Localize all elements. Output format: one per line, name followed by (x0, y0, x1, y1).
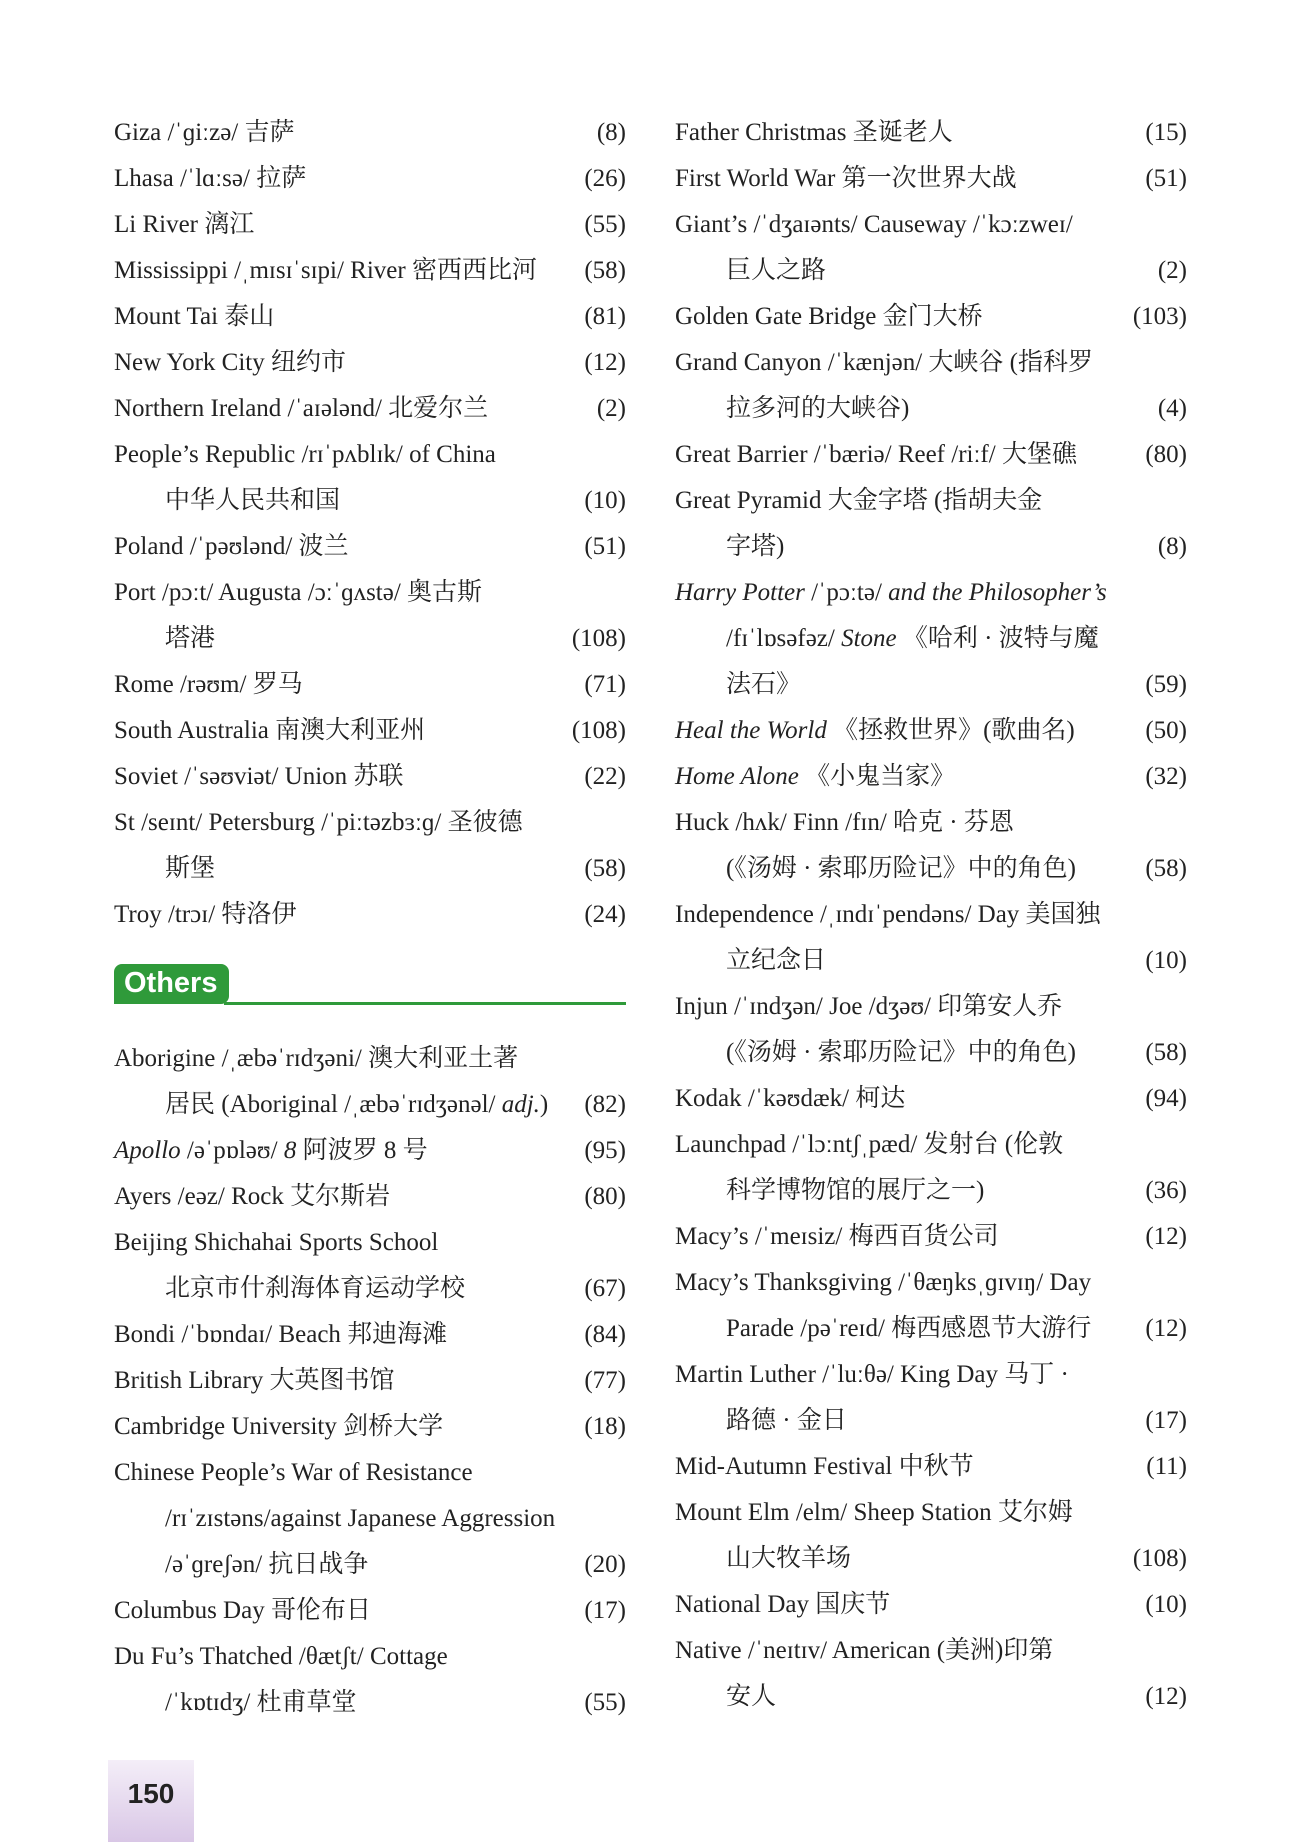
index-entry (675, 432, 1187, 478)
entry-term-part: Stone (841, 625, 897, 652)
entry-page-ref: (32) (1145, 763, 1187, 790)
index-entry (114, 800, 626, 846)
entry-term: 拉多河的大峡谷) (726, 395, 910, 422)
entry-continuation (114, 1542, 626, 1588)
entry-page-ref: (58) (1145, 855, 1187, 882)
page-number-tab (108, 1760, 194, 1842)
index-entry (114, 1220, 626, 1266)
entry-term: St /seɪnt/ Petersburg /ˈpiːtəzbɜːɡ/ 圣彼德 (114, 809, 523, 836)
section-rule (224, 1002, 626, 1005)
entry-continuation (114, 1496, 626, 1542)
index-entry (114, 1358, 626, 1404)
entry-term: 法石》 (726, 671, 802, 698)
entry-term: Du Fu’s Thatched /θætʃt/ Cottage (114, 1643, 448, 1670)
entry-term: Columbus Day 哥伦布日 (114, 1597, 371, 1624)
index-entry (675, 110, 1187, 156)
entry-term: Soviet /ˈsəʊviət/ Union 苏联 (114, 763, 404, 790)
entry-page-ref: (51) (584, 533, 626, 560)
entry-continuation (114, 846, 626, 892)
entry-page-ref: (67) (584, 1275, 626, 1302)
entry-continuation (675, 938, 1187, 984)
entry-page-ref: (12) (1145, 1683, 1187, 1710)
index-entry (114, 1036, 626, 1082)
index-entry (675, 800, 1187, 846)
entry-term: (《汤姆 · 索耶历险记》中的角色) (726, 855, 1076, 882)
entry-page-ref: (17) (1145, 1407, 1187, 1434)
entry-term: Huck /hʌk/ Finn /fɪn/ 哈克 · 芬恩 (675, 809, 1014, 836)
entry-continuation (675, 662, 1187, 708)
entry-term-part: /ˈpɔːtə/ (804, 579, 889, 606)
index-entry (114, 294, 626, 340)
entry-page-ref: (50) (1145, 717, 1187, 744)
entry-term: 科学博物馆的展厅之一) (726, 1177, 985, 1204)
index-entry (675, 1260, 1187, 1306)
entry-continuation (675, 1030, 1187, 1076)
entry-page-ref: (71) (584, 671, 626, 698)
index-entry (114, 708, 626, 754)
entry-page-ref: (10) (1145, 947, 1187, 974)
entry-term: Golden Gate Bridge 金门大桥 (675, 303, 983, 330)
entry-term: Northern Ireland /ˈaɪələnd/ 北爱尔兰 (114, 395, 489, 422)
entry-term: Li River 漓江 (114, 211, 255, 238)
entry-term: 立纪念日 (726, 947, 827, 974)
entry-term: /ˈkɒtɪdʒ/ 杜甫草堂 (165, 1689, 357, 1716)
entry-term-part: 《拯救世界》(歌曲名) (826, 717, 1075, 744)
entry-page-ref: (12) (584, 349, 626, 376)
index-entry (675, 1352, 1187, 1398)
entry-page-ref: (2) (596, 395, 626, 422)
entry-term: Troy /trɔɪ/ 特洛伊 (114, 901, 297, 928)
right-column (675, 110, 1187, 1720)
entry-continuation (675, 846, 1187, 892)
entry-term: 中华人民共和国 (165, 487, 341, 514)
entry-term: Macy’s /ˈmeɪsiz/ 梅西百货公司 (675, 1223, 999, 1250)
entry-page-ref: (8) (1157, 533, 1187, 560)
entry-continuation (675, 616, 1187, 662)
entry-term: Father Christmas 圣诞老人 (675, 119, 953, 146)
entry-term: Great Barrier /ˈbæriə/ Reef /riːf/ 大堡礁 (675, 441, 1077, 468)
entry-term (165, 1082, 548, 1128)
entry-page-ref: (108) (1132, 1545, 1187, 1572)
entry-term: British Library 大英图书馆 (114, 1367, 395, 1394)
entry-term: First World War 第一次世界大战 (675, 165, 1017, 192)
entry-page-ref: (51) (1145, 165, 1187, 192)
entry-term: Macy’s Thanksgiving /ˈθæŋksˌɡɪvɪŋ/ Day (675, 1269, 1092, 1296)
index-entry (114, 754, 626, 800)
entry-term: 字塔) (726, 533, 785, 560)
entry-page-ref: (58) (584, 855, 626, 882)
entry-term-part: ) (539, 1091, 549, 1118)
places-list (114, 110, 626, 938)
entry-page-ref: (80) (1145, 441, 1187, 468)
entry-continuation (114, 1082, 626, 1128)
entry-page-ref: (82) (584, 1091, 626, 1118)
entry-term: Mount Elm /elm/ Sheep Station 艾尔姆 (675, 1499, 1073, 1526)
index-entry (675, 984, 1187, 1030)
index-entry (114, 1404, 626, 1450)
entry-term: Independence /ˌɪndɪˈpendəns/ Day 美国独 (675, 901, 1101, 928)
entry-page-ref: (26) (584, 165, 626, 192)
entry-term: Native /ˈneɪtɪv/ American (美洲)印第 (675, 1637, 1054, 1664)
entry-term: Mississippi /ˌmɪsɪˈsɪpi/ River 密西西比河 (114, 257, 537, 284)
index-entry (675, 1214, 1187, 1260)
entry-page-ref: (103) (1132, 303, 1187, 330)
index-entry (114, 1312, 626, 1358)
entry-page-ref: (77) (584, 1367, 626, 1394)
entry-term: Martin Luther /ˈluːθə/ King Day 马丁 · (675, 1361, 1069, 1388)
entry-term: Parade /pəˈreɪd/ 梅西感恩节大游行 (726, 1315, 1092, 1342)
entry-term: Beijing Shichahai Sports School (114, 1229, 439, 1256)
entry-page-ref: (22) (584, 763, 626, 790)
entry-page-ref: (17) (584, 1597, 626, 1624)
entry-page-ref: (4) (1157, 395, 1187, 422)
index-entry (675, 892, 1187, 938)
entry-term-part: 《小鬼当家》 (798, 763, 956, 790)
index-entry (114, 248, 626, 294)
entry-term-part: /fɪˈlɒsəfəz/ (726, 625, 842, 652)
entry-term: New York City 纽约市 (114, 349, 346, 376)
entry-term: Port /pɔːt/ Augusta /ɔːˈɡʌstə/ 奥古斯 (114, 579, 483, 606)
entry-term: Bondi /ˈbɒndaɪ/ Beach 邦迪海滩 (114, 1321, 448, 1348)
entry-continuation (114, 478, 626, 524)
entry-page-ref: (55) (584, 211, 626, 238)
entry-page-ref: (12) (1145, 1223, 1187, 1250)
entry-term-part: 阿波罗 8 号 (296, 1137, 428, 1164)
index-entry (675, 1444, 1187, 1490)
entry-page-ref: (12) (1145, 1315, 1187, 1342)
entry-term (675, 708, 1075, 754)
entry-term: Rome /rəʊm/ 罗马 (114, 671, 303, 698)
entry-continuation (675, 1168, 1187, 1214)
index-entry (114, 524, 626, 570)
entry-page-ref: (81) (584, 303, 626, 330)
entry-page-ref: (58) (1145, 1039, 1187, 1066)
entry-term: 塔港 (165, 625, 216, 652)
index-entry (675, 294, 1187, 340)
index-entry (114, 1588, 626, 1634)
entry-term: Giza /ˈɡiːzə/ 吉萨 (114, 119, 295, 146)
index-entry (114, 156, 626, 202)
entry-page-ref: (58) (584, 257, 626, 284)
entry-page-ref: (108) (571, 625, 626, 652)
index-entry (114, 340, 626, 386)
entry-page-ref: (20) (584, 1551, 626, 1578)
entry-page-ref: (55) (584, 1689, 626, 1716)
entry-continuation (675, 248, 1187, 294)
left-column (114, 110, 626, 1726)
entry-term-part: 居民 (Aboriginal /ˌæbəˈrɪdʒənəl/ (165, 1091, 502, 1118)
entry-term-part: 8 (283, 1137, 297, 1164)
entry-continuation (675, 1306, 1187, 1352)
entry-term: Poland /ˈpəʊlənd/ 波兰 (114, 533, 349, 560)
entry-page-ref: (15) (1145, 119, 1187, 146)
entry-page-ref: (108) (571, 717, 626, 744)
entry-term: People’s Republic /rɪˈpʌblɪk/ of China (114, 441, 496, 468)
entry-page-ref: (95) (584, 1137, 626, 1164)
entry-term: Launchpad /ˈlɔːntʃˌpæd/ 发射台 (伦敦 (675, 1131, 1064, 1158)
entry-term (675, 570, 1107, 616)
entry-term-part: Apollo (114, 1137, 181, 1164)
index-entry (114, 432, 626, 478)
index-entry (675, 570, 1187, 616)
entry-continuation (675, 1536, 1187, 1582)
index-entry (114, 1634, 626, 1680)
others-list (114, 1036, 626, 1726)
entry-term: Kodak /ˈkəʊdæk/ 柯达 (675, 1085, 906, 1112)
entry-continuation (114, 616, 626, 662)
index-entry (114, 202, 626, 248)
section-heading-others (114, 954, 626, 1016)
entry-term: Mount Tai 泰山 (114, 303, 275, 330)
entry-term: 山大牧羊场 (726, 1545, 852, 1572)
index-entry (675, 1490, 1187, 1536)
page-number: 150 (127, 1778, 175, 1809)
index-entry (675, 478, 1187, 524)
entry-page-ref: (18) (584, 1413, 626, 1440)
index-entry (114, 1128, 626, 1174)
entry-continuation (675, 524, 1187, 570)
entry-term: /əˈɡreʃən/ 抗日战争 (165, 1551, 369, 1578)
entry-term: 巨人之路 (726, 257, 827, 284)
entry-term (675, 754, 955, 800)
entry-term: National Day 国庆节 (675, 1591, 891, 1618)
index-entry (114, 570, 626, 616)
entry-continuation (675, 386, 1187, 432)
index-entry (114, 1174, 626, 1220)
entry-term-part: 《哈利 · 波特与魔 (896, 625, 1099, 652)
entry-term-part: Harry Potter (675, 579, 805, 606)
entry-page-ref: (8) (596, 119, 626, 146)
entry-page-ref: (10) (584, 487, 626, 514)
index-entry (675, 1582, 1187, 1628)
entry-page-ref: (10) (1145, 1591, 1187, 1618)
index-entry (114, 662, 626, 708)
index-entry (675, 1076, 1187, 1122)
entry-term (114, 1128, 428, 1174)
entry-term (726, 616, 1099, 662)
entry-term-part: and the Philosopher’s (888, 579, 1107, 606)
index-entry (114, 386, 626, 432)
entry-term: 路德 · 金日 (726, 1407, 847, 1434)
entry-continuation (675, 1398, 1187, 1444)
entry-term: Lhasa /ˈlɑːsə/ 拉萨 (114, 165, 307, 192)
entry-page-ref: (36) (1145, 1177, 1187, 1204)
entry-continuation (114, 1680, 626, 1726)
entry-term: /rɪˈzɪstəns/against Japanese Aggression (165, 1505, 556, 1532)
entry-page-ref: (24) (584, 901, 626, 928)
entry-page-ref: (59) (1145, 671, 1187, 698)
entry-term-part: Heal the World (675, 717, 827, 744)
index-entry (114, 1450, 626, 1496)
entry-term: Ayers /eəz/ Rock 艾尔斯岩 (114, 1183, 391, 1210)
entry-term: Aborigine /ˌæbəˈrɪdʒəni/ 澳大利亚土著 (114, 1045, 519, 1072)
entry-term: Injun /ˈɪndʒən/ Joe /dʒəʊ/ 印第安人乔 (675, 993, 1063, 1020)
entry-term: Cambridge University 剑桥大学 (114, 1413, 444, 1440)
entry-term-part: adj. (501, 1091, 540, 1118)
entry-term: Chinese People’s War of Resistance (114, 1459, 473, 1486)
index-entry (114, 110, 626, 156)
index-entry (675, 340, 1187, 386)
entry-page-ref: (84) (584, 1321, 626, 1348)
index-entry (675, 708, 1187, 754)
entry-term: 北京市什刹海体育运动学校 (165, 1275, 466, 1302)
entry-term: Great Pyramid 大金字塔 (指胡夫金 (675, 487, 1043, 514)
entry-page-ref: (94) (1145, 1085, 1187, 1112)
entry-term-part: Home Alone (675, 763, 799, 790)
entry-page-ref: (80) (584, 1183, 626, 1210)
entry-continuation (675, 1674, 1187, 1720)
entry-term-part: /əˈpɒləʊ/ (180, 1137, 284, 1164)
index-entry (675, 1122, 1187, 1168)
entry-continuation (114, 1266, 626, 1312)
entry-term: Mid-Autumn Festival 中秋节 (675, 1453, 974, 1480)
entry-page-ref: (11) (1146, 1453, 1187, 1480)
section-title: Others (114, 964, 229, 1004)
entry-page-ref: (2) (1157, 257, 1187, 284)
entry-term: (《汤姆 · 索耶历险记》中的角色) (726, 1039, 1076, 1066)
index-entry (675, 754, 1187, 800)
entry-term: 安人 (726, 1683, 777, 1710)
index-entry (114, 892, 626, 938)
index-entry (675, 202, 1187, 248)
entry-term: 斯堡 (165, 855, 216, 882)
index-entry (675, 1628, 1187, 1674)
entry-term: Giant’s /ˈdʒaɪənts/ Causeway /ˈkɔːzweɪ/ (675, 211, 1073, 238)
entry-term: Grand Canyon /ˈkænjən/ 大峡谷 (指科罗 (675, 349, 1094, 376)
entries-list (675, 110, 1187, 1720)
index-entry (675, 156, 1187, 202)
entry-term: South Australia 南澳大利亚州 (114, 717, 426, 744)
